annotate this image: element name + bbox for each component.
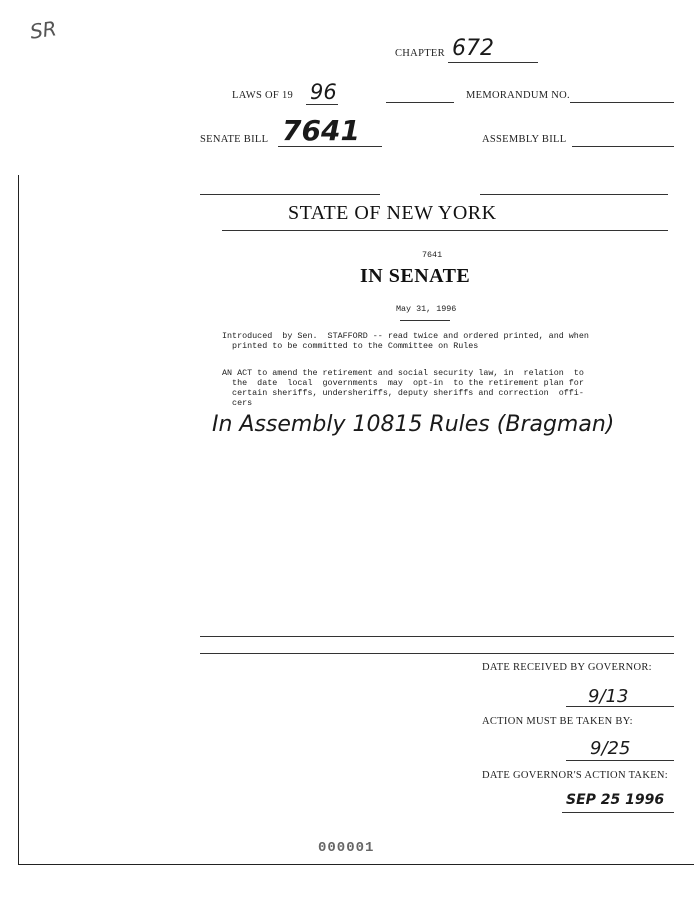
memorandum-label: MEMORANDUM NO. [466, 90, 570, 101]
assembly-bill-line [572, 146, 674, 147]
laws-label: LAWS OF 19 [232, 90, 294, 101]
chapter-value: 672 [452, 36, 494, 61]
action-taken-label: DATE GOVERNOR'S ACTION TAKEN: [482, 770, 669, 781]
left-border [18, 175, 19, 865]
memorandum-line [570, 102, 674, 103]
act-line-4: cers [222, 398, 253, 408]
state-heading: STATE OF NEW YORK [288, 202, 497, 224]
state-heading-rule [222, 230, 668, 231]
laws-line [306, 104, 338, 105]
senate-date: May 31, 1996 [396, 304, 457, 314]
act-line-3: certain sheriffs, undersheriffs, deputy sheriffs and correction offi- [222, 388, 584, 398]
date-received-line [566, 706, 674, 707]
bill-number: 7641 [422, 250, 443, 260]
action-must-value: 9/25 [590, 738, 631, 759]
date-received-value: 9/13 [588, 686, 629, 707]
assembly-bill-label: ASSEMBLY BILL [482, 134, 567, 145]
action-taken-stamp: SEP 25 1996 [566, 792, 665, 808]
date-rule [400, 320, 450, 321]
heading-rule-left [200, 194, 380, 195]
date-received-label: DATE RECEIVED BY GOVERNOR: [482, 662, 652, 673]
chapter-label: CHAPTER [395, 48, 445, 59]
senate-bill-value: 7641 [282, 114, 360, 147]
heading-rule-right [480, 194, 668, 195]
action-must-line [566, 760, 674, 761]
senate-bill-line [278, 146, 382, 147]
introduced-line-2: printed to be committed to the Committee on Rules [222, 341, 479, 351]
introduced-line-1: Introduced by Sen. STAFFORD -- read twice and ordered printed, and when [222, 331, 589, 341]
corner-mark: SR [28, 16, 59, 44]
chapter-line [448, 62, 538, 63]
lower-rule-1 [200, 636, 674, 637]
act-line-2: the date local governments may opt-in to the retirement plan for [222, 378, 584, 388]
page-number: 000001 [318, 840, 375, 856]
act-line-1: AN ACT to amend the retirement and social security law, in relation to [222, 368, 584, 378]
action-must-label: ACTION MUST BE TAKEN BY: [482, 716, 633, 727]
laws-extra-line [386, 102, 454, 103]
lower-rule-2 [200, 653, 674, 654]
bottom-border [18, 864, 694, 865]
action-taken-line [562, 812, 674, 813]
laws-value: 96 [310, 80, 337, 104]
assembly-note: In Assembly 10815 Rules (Bragman) [212, 412, 615, 437]
in-senate-heading: IN SENATE [360, 265, 471, 287]
senate-bill-label: SENATE BILL [200, 134, 269, 145]
